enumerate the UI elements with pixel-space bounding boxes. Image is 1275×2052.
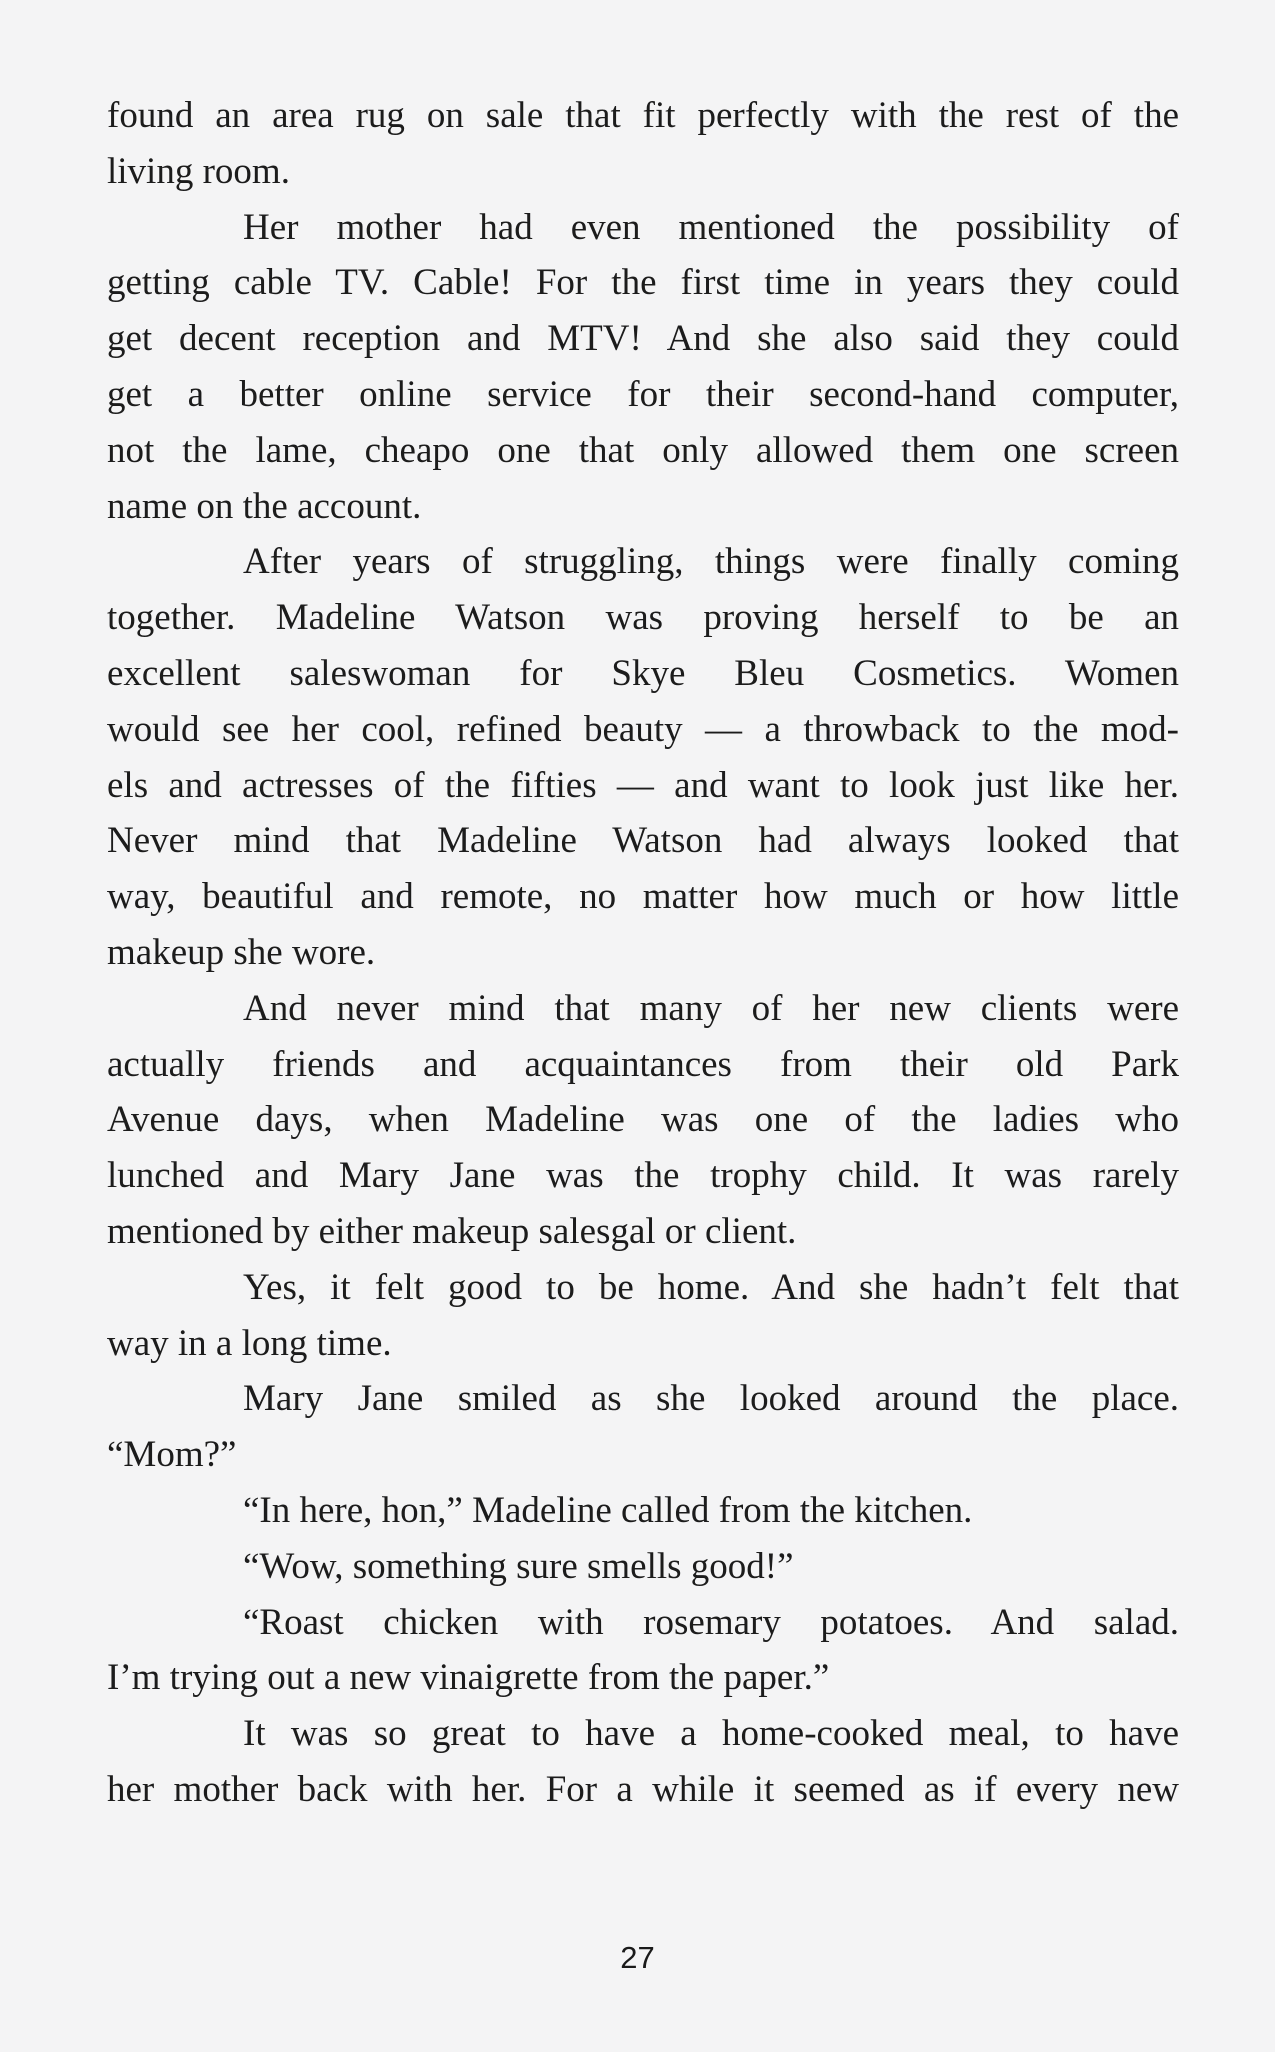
text-line: found an area rug on sale that fit perfectly with the rest of the xyxy=(107,95,1179,136)
text-line: Mary Jane smiled as she looked around the place. xyxy=(243,1378,1179,1420)
text-line: get decent reception and MTV! And she also said they could xyxy=(107,318,1179,360)
text-line: makeup she wore. xyxy=(107,931,376,973)
text-line: excellent saleswoman for Skye Bleu Cosmetics. Women xyxy=(107,652,1179,694)
text-line: “In here, hon,” Madeline called from the kitchen. xyxy=(243,1489,973,1531)
text-line: “Wow, something sure smells good!” xyxy=(243,1545,794,1587)
text-line: Her mother had even mentioned the possibility of xyxy=(243,206,1179,248)
text-line: her mother back with her. For a while it seemed as if every new xyxy=(107,1768,1179,1810)
text-line: Avenue days, when Madeline was one of the ladies who xyxy=(107,1099,1179,1141)
text-line: mentioned by either makeup salesgal or client. xyxy=(107,1210,797,1252)
text-line: together. Madeline Watson was proving herself to be an xyxy=(107,597,1179,639)
text-line: It was so great to have a home-cooked meal, to have xyxy=(243,1713,1179,1755)
text-line: not the lame, cheapo one that only allowed them one screen xyxy=(107,429,1179,471)
text-line: way, beautiful and remote, no matter how much or how little xyxy=(107,876,1179,918)
page-number: 27 xyxy=(620,1940,655,1975)
text-line: actually friends and acquaintances from their old Park xyxy=(107,1043,1179,1085)
text-line: would see her cool, refined beauty — a throwback to the mod- xyxy=(107,708,1179,750)
text-line: “Mom?” xyxy=(107,1434,237,1476)
text-line: I’m trying out a new vinaigrette from the paper.” xyxy=(107,1657,830,1699)
text-line: And never mind that many of her new clients were xyxy=(243,987,1179,1029)
text-line: get a better online service for their second-hand computer, xyxy=(107,373,1179,415)
text-line: living room. xyxy=(107,150,290,192)
body-text xyxy=(107,88,1179,1818)
text-line: els and actresses of the fifties — and want to look just like her. xyxy=(107,764,1179,806)
text-line: name on the account. xyxy=(107,485,422,527)
text-line: After years of struggling, things were finally coming xyxy=(243,541,1179,583)
text-line: Never mind that Madeline Watson had always looked that xyxy=(107,820,1179,862)
text-line: getting cable TV. Cable! For the first time in years they could xyxy=(107,262,1179,304)
text-line: Yes, it felt good to be home. And she hadn’t felt that xyxy=(243,1266,1179,1308)
text-line: way in a long time. xyxy=(107,1322,392,1364)
text-line: “Roast chicken with rosemary potatoes. And salad. xyxy=(243,1601,1179,1643)
text-line: lunched and Mary Jane was the trophy child. It was rarely xyxy=(107,1155,1179,1197)
